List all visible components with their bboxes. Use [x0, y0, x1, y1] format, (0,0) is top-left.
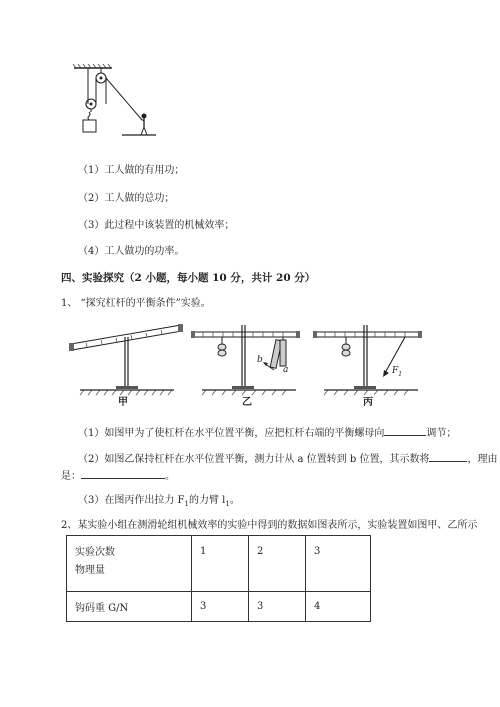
lever-figure-bing — [310, 320, 430, 400]
q2-intro: 2、某实验小组在测滑轮组机械效率的实验中得到的数据如图表所示，实验装置如图甲、乙所示 — [61, 520, 478, 531]
question-4-power: （4）工人做功的功率。 — [78, 246, 185, 257]
answer-blank[interactable] — [429, 451, 467, 462]
pulley-worker-figure — [70, 64, 160, 139]
table-cell: 4 — [306, 592, 371, 622]
q1-intro: 1、 “探究杠杆的平衡条件”实验。 — [61, 298, 211, 309]
fig-label-bing: 丙 — [363, 397, 373, 408]
table-row — [67, 536, 371, 592]
question-1-useful-work: （1）工人做的有用功； — [78, 165, 185, 176]
table-cell: 3 — [249, 592, 306, 622]
fig-yi-letter-b: b — [257, 355, 263, 365]
fig-label-yi: 乙 — [242, 397, 252, 408]
table-row-label: 钩码重 G/N — [67, 592, 192, 622]
table-cell: 2 — [249, 536, 306, 592]
lever-figure-jia — [66, 320, 186, 400]
q1-sub2-line2: 是： 。 — [61, 468, 175, 484]
q1-sub2-line1: （2）如图乙保持杠杆在水平位置平衡，测力计从 a 位置转到 b 位置，其示数将 ，理由 — [78, 451, 497, 467]
section-title: 四、实验探究（2 小题，每小题 10 分，共计 20 分） — [61, 272, 316, 284]
answer-blank[interactable] — [81, 468, 165, 479]
question-2-total-work: （2）工人做的总功； — [78, 193, 175, 204]
q1-sub1: （1）如图甲为了使杠杆在水平位置平衡，应把杠杆右端的平衡螺母向 调节； — [78, 425, 456, 441]
fig-label-jia: 甲 — [118, 397, 128, 408]
table-cell: 3 — [192, 592, 249, 622]
table-cell: 3 — [306, 536, 371, 592]
q1-sub3: （3）在图丙作出拉力 $F_1$的力臂 $l_1$。 — [78, 495, 240, 508]
fig-bing-force-label: $F_1$ — [392, 366, 403, 378]
experiment-data-table — [66, 535, 371, 622]
question-3-efficiency: （3）此过程中该装置的机械效率； — [78, 220, 235, 231]
table-row — [67, 592, 371, 622]
table-header-cell: 实验次数 物理量 — [67, 536, 192, 592]
fig-yi-letter-a: a — [283, 365, 289, 375]
table-cell: 1 — [192, 536, 249, 592]
answer-blank[interactable] — [384, 425, 426, 436]
lever-figure-yi — [188, 320, 308, 400]
